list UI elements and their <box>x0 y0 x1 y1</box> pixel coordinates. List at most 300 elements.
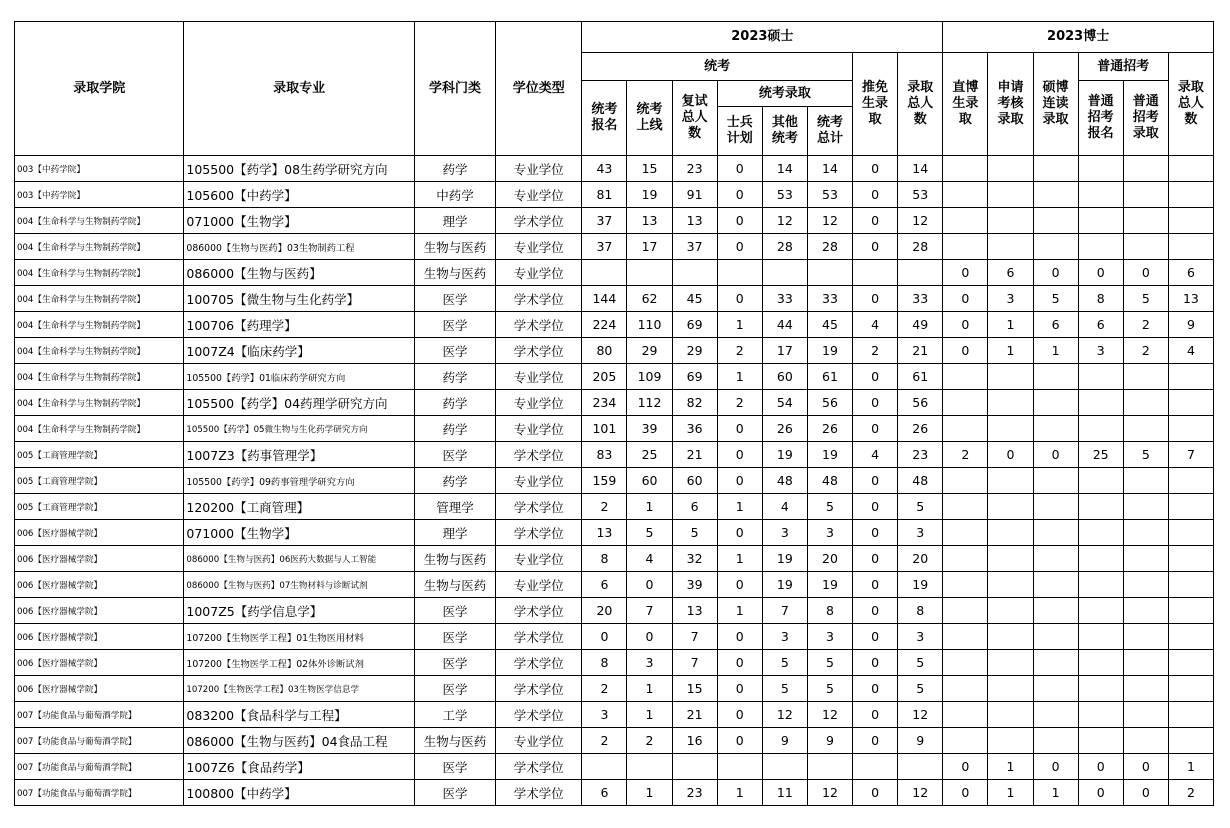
cell-college: 004【生命科学与生物制药学院】 <box>15 312 184 338</box>
cell-exam-pass: 25 <box>627 442 672 468</box>
cell-exam-total: 33 <box>807 286 852 312</box>
cell-exam-apply <box>582 260 627 286</box>
cell-soldier-plan: 1 <box>717 598 762 624</box>
cell-doctor-admit-total: 13 <box>1168 286 1213 312</box>
cell-major: 105500【药学】01临床药学研究方向 <box>184 364 415 390</box>
cell-degree: 专业学位 <box>496 546 582 572</box>
table-row <box>15 468 1214 494</box>
cell-soldier-plan: 0 <box>717 208 762 234</box>
cell-doctor-admit-total <box>1168 702 1213 728</box>
cell-retest-total: 45 <box>672 286 717 312</box>
table-row <box>15 182 1214 208</box>
cell-degree: 专业学位 <box>496 390 582 416</box>
cell-soldier-plan: 0 <box>717 520 762 546</box>
cell-general-apply <box>1078 182 1123 208</box>
cell-major: 107200【生物医学工程】01生物医用材料 <box>184 624 415 650</box>
cell-succ-phd <box>1033 494 1078 520</box>
cell-exam-total: 8 <box>807 598 852 624</box>
header-general-exam: 普通招考 <box>1078 53 1168 81</box>
cell-master-admit-total: 48 <box>898 468 943 494</box>
cell-exam-pass: 3 <box>627 650 672 676</box>
cell-exam-apply: 6 <box>582 780 627 806</box>
cell-general-admit: 0 <box>1123 780 1168 806</box>
cell-other-exam: 60 <box>762 364 807 390</box>
cell-direct-phd <box>943 364 988 390</box>
cell-succ-phd: 1 <box>1033 338 1078 364</box>
cell-degree: 学术学位 <box>496 702 582 728</box>
cell-master-admit-total: 12 <box>898 780 943 806</box>
cell-recommend-admit: 4 <box>853 312 898 338</box>
cell-major: 086000【生物与医药】 <box>184 260 415 286</box>
cell-exam-total: 28 <box>807 234 852 260</box>
cell-other-exam: 33 <box>762 286 807 312</box>
cell-general-admit <box>1123 182 1168 208</box>
cell-major: 105500【药学】05微生物与生化药学研究方向 <box>184 416 415 442</box>
cell-exam-total: 48 <box>807 468 852 494</box>
cell-soldier-plan: 1 <box>717 364 762 390</box>
cell-major: 100800【中药学】 <box>184 780 415 806</box>
cell-doctor-admit-total <box>1168 728 1213 754</box>
cell-retest-total: 23 <box>672 156 717 182</box>
cell-doctor-admit-total: 6 <box>1168 260 1213 286</box>
cell-doctor-admit-total <box>1168 364 1213 390</box>
cell-general-admit: 2 <box>1123 312 1168 338</box>
cell-succ-phd <box>1033 676 1078 702</box>
admission-table-wrapper <box>14 21 1214 806</box>
cell-exam-total: 56 <box>807 390 852 416</box>
cell-discipline: 生物与医药 <box>414 572 495 598</box>
cell-discipline: 生物与医药 <box>414 234 495 260</box>
cell-college: 006【医疗器械学院】 <box>15 624 184 650</box>
cell-recommend-admit: 0 <box>853 286 898 312</box>
cell-general-apply <box>1078 572 1123 598</box>
cell-other-exam: 11 <box>762 780 807 806</box>
cell-soldier-plan: 0 <box>717 624 762 650</box>
cell-apply-review <box>988 364 1033 390</box>
cell-retest-total <box>672 260 717 286</box>
cell-general-apply <box>1078 624 1123 650</box>
cell-general-admit <box>1123 416 1168 442</box>
cell-apply-review <box>988 156 1033 182</box>
cell-exam-pass: 62 <box>627 286 672 312</box>
cell-retest-total: 32 <box>672 546 717 572</box>
cell-doctor-admit-total <box>1168 520 1213 546</box>
cell-college: 007【功能食品与葡萄酒学院】 <box>15 702 184 728</box>
table-row <box>15 650 1214 676</box>
table-row <box>15 390 1214 416</box>
cell-doctor-admit-total <box>1168 650 1213 676</box>
cell-other-exam: 48 <box>762 468 807 494</box>
cell-general-apply <box>1078 234 1123 260</box>
cell-soldier-plan: 0 <box>717 234 762 260</box>
cell-general-apply: 0 <box>1078 780 1123 806</box>
table-row <box>15 728 1214 754</box>
cell-master-admit-total: 28 <box>898 234 943 260</box>
cell-other-exam: 44 <box>762 312 807 338</box>
cell-exam-total: 20 <box>807 546 852 572</box>
header-general-admit: 普通招考录取 <box>1123 81 1168 156</box>
cell-master-admit-total: 8 <box>898 598 943 624</box>
cell-exam-apply: 6 <box>582 572 627 598</box>
cell-exam-total: 14 <box>807 156 852 182</box>
cell-major: 1007Z4【临床药学】 <box>184 338 415 364</box>
cell-retest-total: 16 <box>672 728 717 754</box>
cell-exam-apply: 234 <box>582 390 627 416</box>
header-major: 录取专业 <box>184 22 415 156</box>
header-master-group: 2023硕士 <box>582 22 943 53</box>
cell-succ-phd <box>1033 390 1078 416</box>
cell-college: 005【工商管理学院】 <box>15 442 184 468</box>
cell-major: 086000【生物与医药】04食品工程 <box>184 728 415 754</box>
cell-exam-apply: 83 <box>582 442 627 468</box>
cell-soldier-plan: 1 <box>717 494 762 520</box>
cell-general-admit: 2 <box>1123 338 1168 364</box>
cell-college: 004【生命科学与生物制药学院】 <box>15 208 184 234</box>
cell-doctor-admit-total <box>1168 676 1213 702</box>
cell-master-admit-total: 9 <box>898 728 943 754</box>
cell-degree: 学术学位 <box>496 598 582 624</box>
cell-direct-phd: 2 <box>943 442 988 468</box>
cell-soldier-plan: 0 <box>717 468 762 494</box>
cell-other-exam: 5 <box>762 676 807 702</box>
cell-master-admit-total: 21 <box>898 338 943 364</box>
cell-major: 083200【食品科学与工程】 <box>184 702 415 728</box>
cell-recommend-admit: 0 <box>853 494 898 520</box>
cell-college: 004【生命科学与生物制药学院】 <box>15 260 184 286</box>
cell-succ-phd: 0 <box>1033 754 1078 780</box>
cell-succ-phd <box>1033 546 1078 572</box>
cell-succ-phd <box>1033 156 1078 182</box>
cell-master-admit-total: 19 <box>898 572 943 598</box>
cell-exam-pass: 1 <box>627 494 672 520</box>
cell-discipline: 工学 <box>414 702 495 728</box>
cell-recommend-admit <box>853 260 898 286</box>
cell-exam-apply: 2 <box>582 676 627 702</box>
cell-master-admit-total: 53 <box>898 182 943 208</box>
cell-soldier-plan: 0 <box>717 676 762 702</box>
cell-direct-phd <box>943 572 988 598</box>
cell-general-apply <box>1078 598 1123 624</box>
cell-exam-apply: 43 <box>582 156 627 182</box>
cell-succ-phd <box>1033 650 1078 676</box>
cell-succ-phd <box>1033 364 1078 390</box>
cell-major: 120200【工商管理】 <box>184 494 415 520</box>
cell-general-admit <box>1123 156 1168 182</box>
cell-general-admit <box>1123 208 1168 234</box>
cell-major: 100706【药理学】 <box>184 312 415 338</box>
cell-recommend-admit: 0 <box>853 234 898 260</box>
cell-general-admit <box>1123 494 1168 520</box>
cell-exam-total: 5 <box>807 494 852 520</box>
table-row <box>15 494 1214 520</box>
cell-direct-phd <box>943 156 988 182</box>
cell-apply-review <box>988 572 1033 598</box>
cell-other-exam: 12 <box>762 702 807 728</box>
cell-apply-review <box>988 702 1033 728</box>
cell-other-exam: 12 <box>762 208 807 234</box>
cell-exam-apply: 101 <box>582 416 627 442</box>
cell-recommend-admit: 0 <box>853 364 898 390</box>
cell-recommend-admit: 0 <box>853 416 898 442</box>
cell-retest-total: 21 <box>672 702 717 728</box>
cell-exam-pass: 13 <box>627 208 672 234</box>
cell-exam-pass: 110 <box>627 312 672 338</box>
cell-degree: 学术学位 <box>496 208 582 234</box>
cell-doctor-admit-total <box>1168 208 1213 234</box>
cell-major: 107200【生物医学工程】03生物医学信息学 <box>184 676 415 702</box>
cell-succ-phd <box>1033 520 1078 546</box>
cell-master-admit-total: 23 <box>898 442 943 468</box>
cell-retest-total: 29 <box>672 338 717 364</box>
table-row <box>15 234 1214 260</box>
cell-direct-phd <box>943 702 988 728</box>
cell-major: 071000【生物学】 <box>184 208 415 234</box>
cell-degree: 学术学位 <box>496 676 582 702</box>
cell-apply-review: 0 <box>988 442 1033 468</box>
cell-master-admit-total: 20 <box>898 546 943 572</box>
cell-other-exam: 4 <box>762 494 807 520</box>
cell-degree: 专业学位 <box>496 260 582 286</box>
cell-general-admit: 5 <box>1123 442 1168 468</box>
cell-exam-total: 5 <box>807 650 852 676</box>
header-recommend-admit: 推免生录取 <box>853 53 898 156</box>
table-row <box>15 676 1214 702</box>
cell-degree: 学术学位 <box>496 286 582 312</box>
cell-apply-review <box>988 520 1033 546</box>
cell-master-admit-total <box>898 754 943 780</box>
cell-master-admit-total: 3 <box>898 520 943 546</box>
cell-retest-total <box>672 754 717 780</box>
cell-direct-phd: 0 <box>943 312 988 338</box>
cell-discipline: 中药学 <box>414 182 495 208</box>
cell-exam-pass <box>627 260 672 286</box>
cell-other-exam: 26 <box>762 416 807 442</box>
cell-exam-total: 12 <box>807 702 852 728</box>
cell-degree: 专业学位 <box>496 416 582 442</box>
cell-doctor-admit-total: 7 <box>1168 442 1213 468</box>
cell-exam-pass: 5 <box>627 520 672 546</box>
cell-direct-phd <box>943 546 988 572</box>
cell-succ-phd <box>1033 468 1078 494</box>
cell-college: 006【医疗器械学院】 <box>15 572 184 598</box>
cell-apply-review <box>988 728 1033 754</box>
cell-discipline: 医学 <box>414 650 495 676</box>
cell-retest-total: 23 <box>672 780 717 806</box>
cell-discipline: 药学 <box>414 468 495 494</box>
table-row <box>15 572 1214 598</box>
cell-discipline: 药学 <box>414 364 495 390</box>
cell-general-apply <box>1078 676 1123 702</box>
cell-exam-apply: 205 <box>582 364 627 390</box>
cell-degree: 学术学位 <box>496 312 582 338</box>
cell-recommend-admit: 0 <box>853 676 898 702</box>
header-retest-total: 复试总人数 <box>672 81 717 156</box>
cell-other-exam: 19 <box>762 572 807 598</box>
cell-doctor-admit-total: 2 <box>1168 780 1213 806</box>
cell-general-admit <box>1123 234 1168 260</box>
cell-degree: 学术学位 <box>496 520 582 546</box>
cell-general-admit <box>1123 728 1168 754</box>
cell-apply-review: 1 <box>988 312 1033 338</box>
cell-exam-total <box>807 260 852 286</box>
cell-soldier-plan: 0 <box>717 702 762 728</box>
table-row <box>15 598 1214 624</box>
cell-succ-phd <box>1033 598 1078 624</box>
admission-table <box>14 21 1214 806</box>
cell-general-apply <box>1078 364 1123 390</box>
cell-degree: 专业学位 <box>496 468 582 494</box>
header-doctor-admit-total: 录取总人数 <box>1168 53 1213 156</box>
cell-apply-review: 6 <box>988 260 1033 286</box>
cell-general-apply <box>1078 650 1123 676</box>
header-other-exam: 其他统考 <box>762 107 807 156</box>
cell-other-exam: 53 <box>762 182 807 208</box>
cell-college: 004【生命科学与生物制药学院】 <box>15 286 184 312</box>
cell-exam-pass <box>627 754 672 780</box>
cell-doctor-admit-total <box>1168 494 1213 520</box>
header-soldier-plan: 士兵计划 <box>717 107 762 156</box>
cell-general-admit <box>1123 598 1168 624</box>
cell-general-admit <box>1123 650 1168 676</box>
cell-apply-review <box>988 182 1033 208</box>
cell-exam-pass: 2 <box>627 728 672 754</box>
cell-exam-apply: 159 <box>582 468 627 494</box>
cell-master-admit-total: 14 <box>898 156 943 182</box>
cell-doctor-admit-total <box>1168 598 1213 624</box>
cell-retest-total: 5 <box>672 520 717 546</box>
cell-succ-phd <box>1033 416 1078 442</box>
cell-exam-apply: 80 <box>582 338 627 364</box>
cell-college: 005【工商管理学院】 <box>15 494 184 520</box>
cell-exam-total <box>807 754 852 780</box>
table-row <box>15 208 1214 234</box>
cell-master-admit-total: 33 <box>898 286 943 312</box>
cell-college: 003【中药学院】 <box>15 182 184 208</box>
table-row <box>15 364 1214 390</box>
cell-discipline: 医学 <box>414 598 495 624</box>
cell-degree: 学术学位 <box>496 338 582 364</box>
cell-soldier-plan: 0 <box>717 442 762 468</box>
cell-exam-apply: 37 <box>582 208 627 234</box>
cell-doctor-admit-total: 9 <box>1168 312 1213 338</box>
cell-exam-pass: 15 <box>627 156 672 182</box>
table-row <box>15 286 1214 312</box>
cell-exam-total: 45 <box>807 312 852 338</box>
cell-general-apply: 25 <box>1078 442 1123 468</box>
cell-other-exam <box>762 260 807 286</box>
cell-degree: 学术学位 <box>496 442 582 468</box>
cell-apply-review <box>988 598 1033 624</box>
cell-master-admit-total: 12 <box>898 702 943 728</box>
cell-exam-apply: 0 <box>582 624 627 650</box>
cell-general-admit: 5 <box>1123 286 1168 312</box>
cell-exam-pass: 17 <box>627 234 672 260</box>
cell-degree: 学术学位 <box>496 780 582 806</box>
cell-exam-apply: 3 <box>582 702 627 728</box>
cell-general-admit <box>1123 572 1168 598</box>
cell-exam-apply: 13 <box>582 520 627 546</box>
cell-retest-total: 60 <box>672 468 717 494</box>
cell-college: 004【生命科学与生物制药学院】 <box>15 390 184 416</box>
cell-discipline: 理学 <box>414 520 495 546</box>
cell-retest-total: 69 <box>672 364 717 390</box>
cell-soldier-plan: 2 <box>717 390 762 416</box>
cell-discipline: 医学 <box>414 780 495 806</box>
header-succ-phd: 硕博连读录取 <box>1033 53 1078 156</box>
cell-college: 006【医疗器械学院】 <box>15 676 184 702</box>
cell-succ-phd <box>1033 624 1078 650</box>
cell-degree: 专业学位 <box>496 234 582 260</box>
cell-succ-phd: 0 <box>1033 260 1078 286</box>
cell-doctor-admit-total: 4 <box>1168 338 1213 364</box>
cell-major: 1007Z3【药事管理学】 <box>184 442 415 468</box>
cell-college: 003【中药学院】 <box>15 156 184 182</box>
cell-recommend-admit: 0 <box>853 650 898 676</box>
header-exam-apply: 统考报名 <box>582 81 627 156</box>
cell-retest-total: 82 <box>672 390 717 416</box>
cell-exam-total: 9 <box>807 728 852 754</box>
cell-exam-pass: 1 <box>627 676 672 702</box>
cell-direct-phd <box>943 676 988 702</box>
cell-exam-apply: 37 <box>582 234 627 260</box>
cell-general-apply <box>1078 416 1123 442</box>
cell-major: 107200【生物医学工程】02体外诊断试剂 <box>184 650 415 676</box>
cell-apply-review <box>988 676 1033 702</box>
table-row <box>15 546 1214 572</box>
cell-discipline: 理学 <box>414 208 495 234</box>
table-row <box>15 780 1214 806</box>
cell-exam-pass: 19 <box>627 182 672 208</box>
cell-soldier-plan: 0 <box>717 286 762 312</box>
cell-retest-total: 39 <box>672 572 717 598</box>
cell-college: 007【功能食品与葡萄酒学院】 <box>15 754 184 780</box>
cell-doctor-admit-total <box>1168 234 1213 260</box>
cell-major: 086000【生物与医药】06医药大数据与人工智能 <box>184 546 415 572</box>
cell-retest-total: 6 <box>672 494 717 520</box>
cell-master-admit-total: 26 <box>898 416 943 442</box>
cell-succ-phd <box>1033 728 1078 754</box>
cell-general-admit <box>1123 468 1168 494</box>
cell-general-admit <box>1123 520 1168 546</box>
cell-doctor-admit-total <box>1168 416 1213 442</box>
cell-major: 086000【生物与医药】03生物制药工程 <box>184 234 415 260</box>
table-row <box>15 156 1214 182</box>
cell-other-exam: 54 <box>762 390 807 416</box>
cell-exam-total: 19 <box>807 572 852 598</box>
cell-general-admit <box>1123 624 1168 650</box>
cell-exam-total: 3 <box>807 520 852 546</box>
cell-exam-total: 3 <box>807 624 852 650</box>
cell-discipline: 医学 <box>414 338 495 364</box>
cell-soldier-plan: 2 <box>717 338 762 364</box>
cell-direct-phd: 0 <box>943 754 988 780</box>
cell-direct-phd <box>943 598 988 624</box>
cell-recommend-admit: 0 <box>853 520 898 546</box>
cell-exam-total: 5 <box>807 676 852 702</box>
cell-direct-phd: 0 <box>943 260 988 286</box>
cell-exam-pass: 112 <box>627 390 672 416</box>
cell-degree: 专业学位 <box>496 728 582 754</box>
cell-exam-total: 12 <box>807 208 852 234</box>
cell-succ-phd <box>1033 572 1078 598</box>
cell-major: 105500【药学】04药理学研究方向 <box>184 390 415 416</box>
cell-recommend-admit: 0 <box>853 546 898 572</box>
header-apply-review: 申请考核录取 <box>988 53 1033 156</box>
header-discipline: 学科门类 <box>414 22 495 156</box>
cell-degree: 专业学位 <box>496 364 582 390</box>
cell-exam-apply: 2 <box>582 494 627 520</box>
cell-master-admit-total <box>898 260 943 286</box>
